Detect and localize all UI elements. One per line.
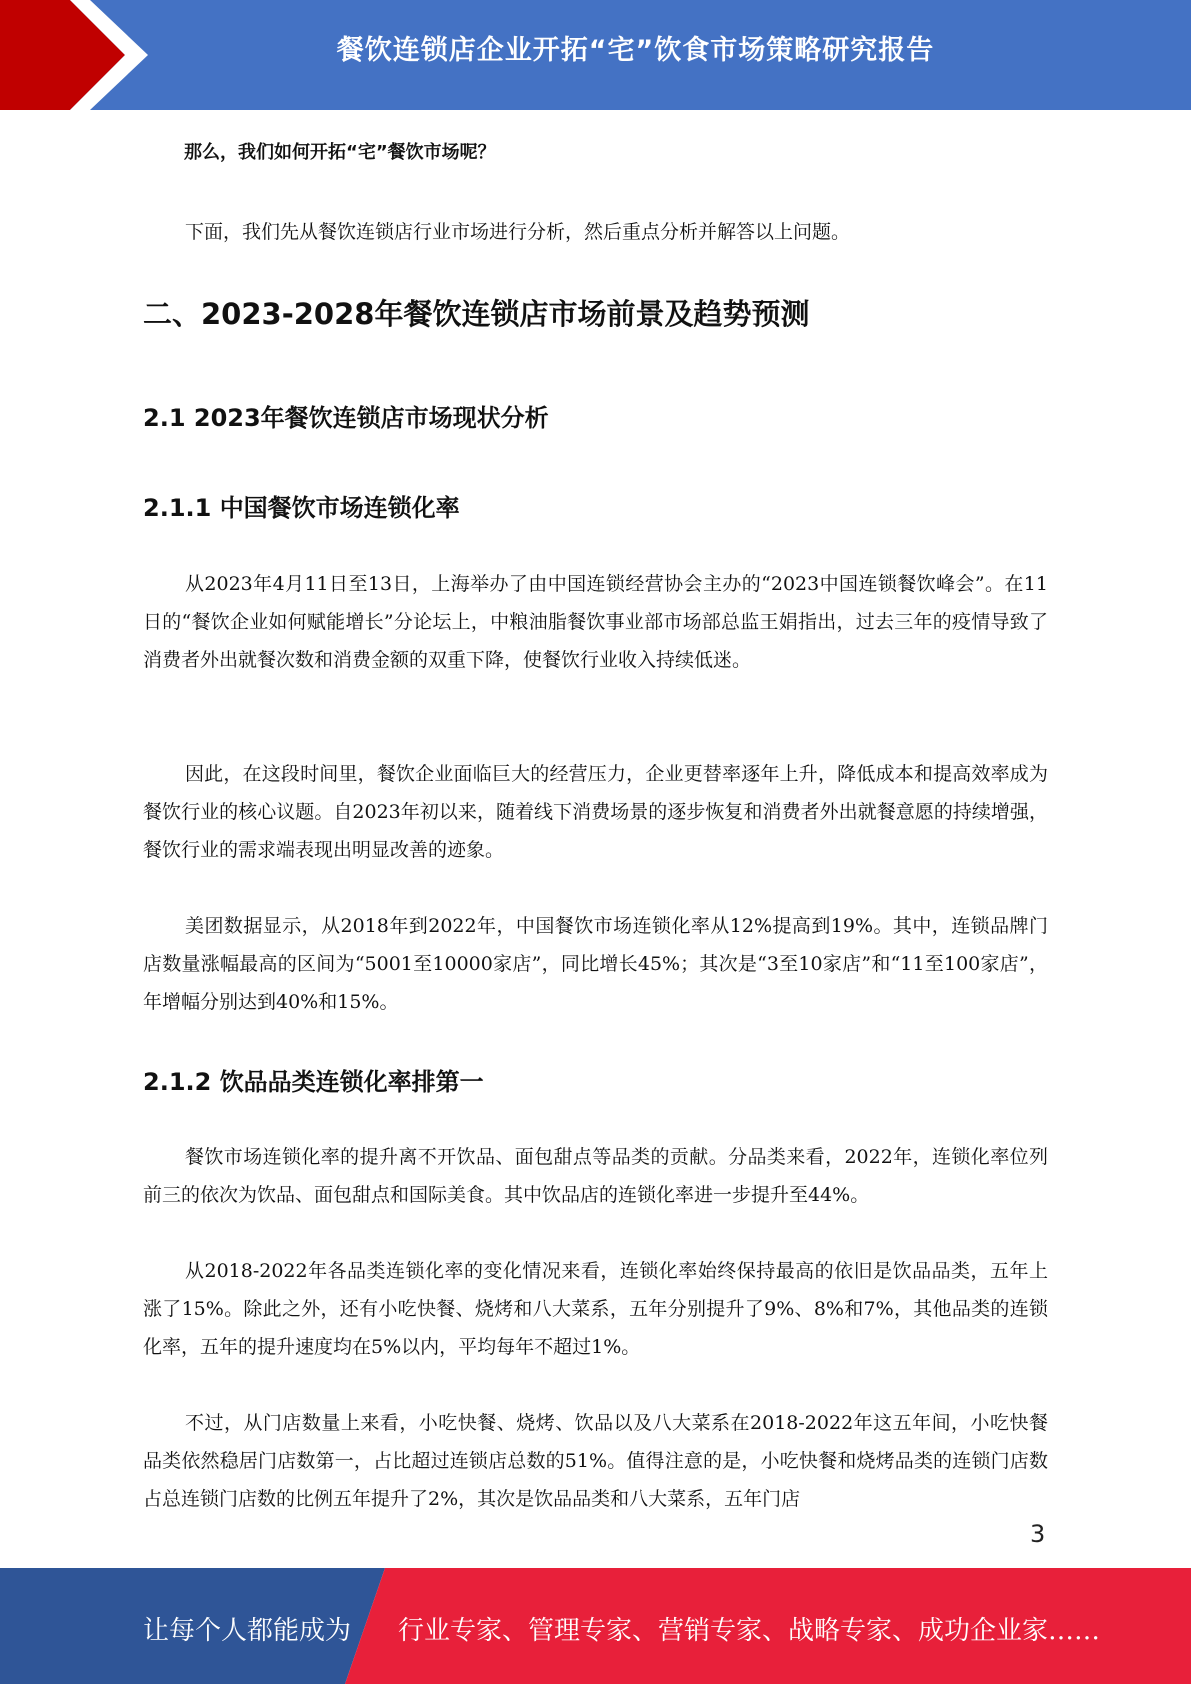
paragraph-block-4	[143, 1138, 1048, 1214]
paragraph-block-2	[143, 755, 1048, 869]
section-heading: 二、2023-2028年餐饮连锁店市场前景及趋势预测	[143, 297, 810, 331]
paragraph-2: 因此，在这段时间里，餐饮企业面临巨大的经营压力，企业更替率逐年上升，降低成本和提高效率成为餐饮行业的核心议题。自2023年初以来，随着线下消费场景的逐步恢复和消费者外出就餐意愿的持续增强，餐饮行业的需求端表现出明显改善的迹象。	[143, 763, 1048, 861]
subsection-heading: 2.1 2023年餐饮连锁店市场现状分析	[143, 404, 549, 432]
paragraph-block-5	[143, 1252, 1048, 1366]
footer-slogan-left: 让每个人都能成为	[143, 1616, 352, 1646]
paragraph-1: 从2023年4月11日至13日，上海举办了由中国连锁经营协会主办的“2023中国连锁餐饮峰会”。在11日的“餐饮企业如何赋能增长”分论坛上，中粮油脂餐饮事业部市场部总监王娟指出，过去三年的疫情导致了消费者外出就餐次数和消费金额的双重下降，使餐饮行业收入持续低迷。	[143, 573, 1048, 671]
subsubsection-heading-1: 2.1.1 中国餐饮市场连锁化率	[143, 494, 460, 522]
paragraph-3: 美团数据显示，从2018年到2022年，中国餐饮市场连锁化率从12%提高到19%。其中，连锁品牌门店数量涨幅最高的区间为“5001至10000家店”，同比增长45%；其次是“3至10家店”和“11至100家店”，年增幅分别达到40%和15%。	[143, 915, 1048, 1013]
page-number: 3	[1030, 1520, 1046, 1548]
intro-paragraph: 下面，我们先从餐饮连锁店行业市场进行分析，然后重点分析并解答以上问题。	[185, 221, 851, 243]
paragraph-block-6	[143, 1404, 1048, 1518]
footer-slogan-right: 行业专家、管理专家、营销专家、战略专家、成功企业家……	[398, 1616, 1101, 1646]
lead-question: 那么，我们如何开拓“宅”餐饮市场呢？	[184, 142, 496, 163]
paragraph-6: 不过，从门店数量上来看，小吃快餐、烧烤、饮品以及八大菜系在2018-2022年这五年间，小吃快餐品类依然稳居门店数第一，占比超过连锁店总数的51%。值得注意的是，小吃快餐和烧烤品类的连锁门店数占总连锁门店数的比例五年提升了2%，其次是饮品品类和八大菜系，五年门店	[143, 1412, 1048, 1510]
subsubsection-heading-2: 2.1.2 饮品品类连锁化率排第一	[143, 1068, 484, 1096]
report-title: 餐饮连锁店企业开拓“宅”饮食市场策略研究报告	[336, 35, 935, 66]
page-header	[0, 0, 1191, 110]
page-footer	[0, 1568, 1191, 1684]
paragraph-5: 从2018-2022年各品类连锁化率的变化情况来看，连锁化率始终保持最高的依旧是饮品品类，五年上涨了15%。除此之外，还有小吃快餐、烧烤和八大菜系，五年分别提升了9%、8%和7%，其他品类的连锁化率，五年的提升速度均在5%以内，平均每年不超过1%。	[143, 1260, 1048, 1358]
paragraph-block-3	[143, 907, 1048, 1021]
paragraph-block-1	[143, 565, 1048, 679]
paragraph-4: 餐饮市场连锁化率的提升离不开饮品、面包甜点等品类的贡献。分品类来看，2022年，连锁化率位列前三的依次为饮品、面包甜点和国际美食。其中饮品店的连锁化率进一步提升至44%。	[143, 1146, 1048, 1206]
intro-paragraph-block	[143, 213, 1048, 251]
